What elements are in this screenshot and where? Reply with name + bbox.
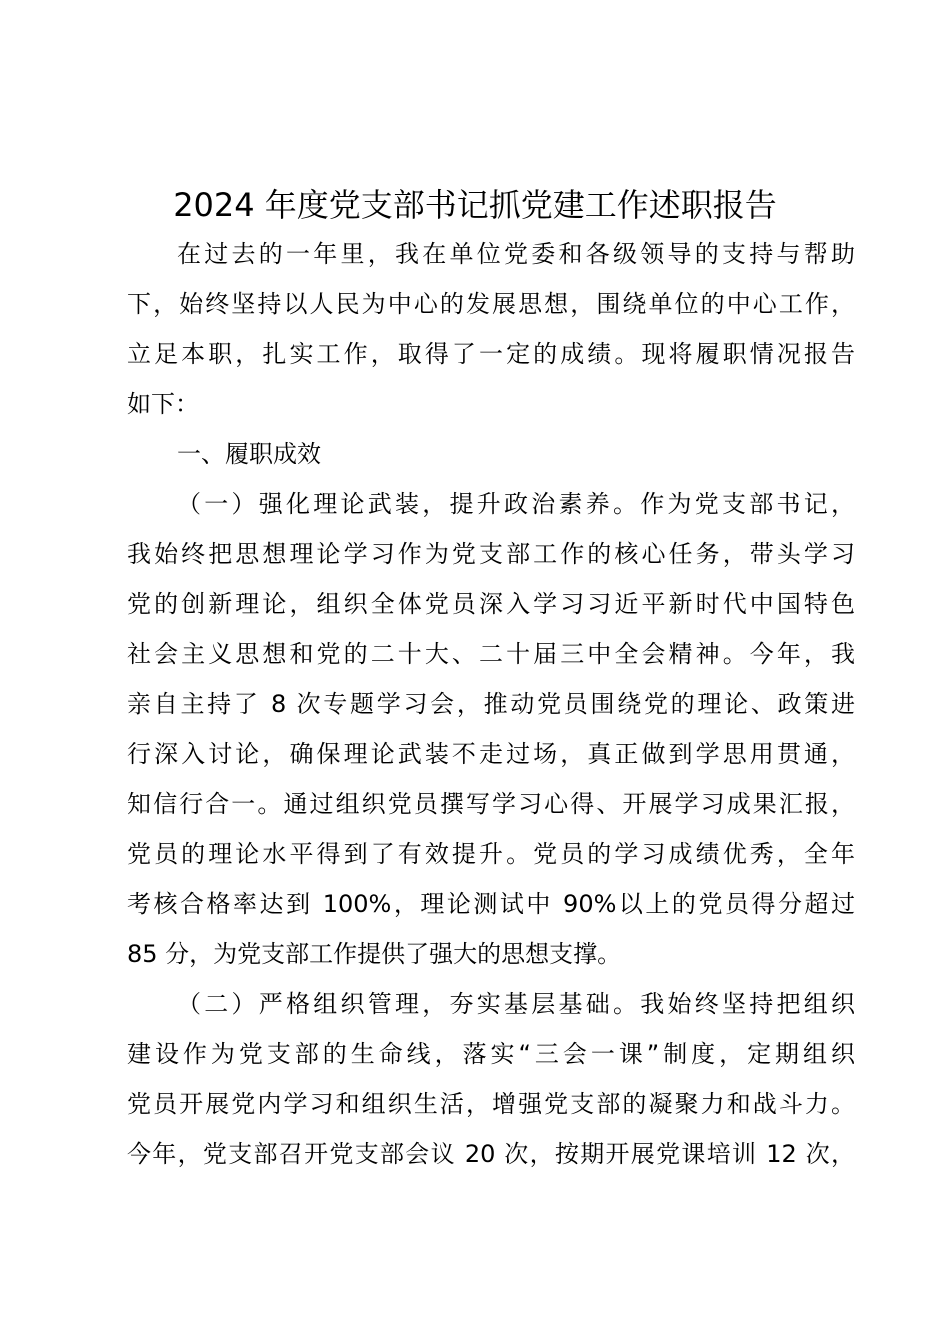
document-title: 2024 年度党支部书记抓党建工作述职报告 — [173, 186, 777, 224]
text-line: （二）严格组织管理，夯实基层基础。我始终坚持把组织 — [177, 990, 855, 1018]
text-line: 党员开展党内学习和组织生活，增强党支部的凝聚力和战斗力。 — [127, 1090, 855, 1118]
text-line: 社会主义思想和党的二十大、二十届三中全会精神。今年，我 — [127, 640, 855, 668]
text-line: 立足本职，扎实工作，取得了一定的成绩。现将履职情况报告 — [127, 340, 855, 368]
text-line: 今年，党支部召开党支部会议 20 次，按期开展党课培训 12 次， — [127, 1140, 855, 1168]
section-heading: 一、履职成效 — [177, 440, 321, 468]
text-line: 亲自主持了 8 次专题学习会，推动党员围绕党的理论、政策进 — [127, 690, 855, 718]
text-line: 我始终把思想理论学习作为党支部工作的核心任务，带头学习 — [127, 540, 855, 568]
text-line: 如下： — [127, 390, 199, 418]
text-line: 85 分，为党支部工作提供了强大的思想支撑。 — [127, 940, 622, 968]
text-line: 建设作为党支部的生命线，落实“三会一课”制度，定期组织 — [127, 1040, 855, 1068]
document-body — [127, 229, 855, 1179]
text-line: 考核合格率达到 100%，理论测试中 90%以上的党员得分超过 — [127, 890, 855, 918]
text-line: 行深入讨论，确保理论武装不走过场，真正做到学思用贯通， — [127, 740, 855, 768]
text-line: 知信行合一。通过组织党员撰写学习心得、开展学习成果汇报， — [127, 790, 855, 818]
text-line: 在过去的一年里，我在单位党委和各级领导的支持与帮助 — [177, 240, 855, 268]
text-line: 党员的理论水平得到了有效提升。党员的学习成绩优秀，全年 — [127, 840, 855, 868]
text-line: （一）强化理论武装，提升政治素养。作为党支部书记， — [177, 490, 855, 518]
text-line: 党的创新理论，组织全体党员深入学习习近平新时代中国特色 — [127, 590, 855, 618]
text-line: 下，始终坚持以人民为中心的发展思想，围绕单位的中心工作， — [127, 290, 855, 318]
